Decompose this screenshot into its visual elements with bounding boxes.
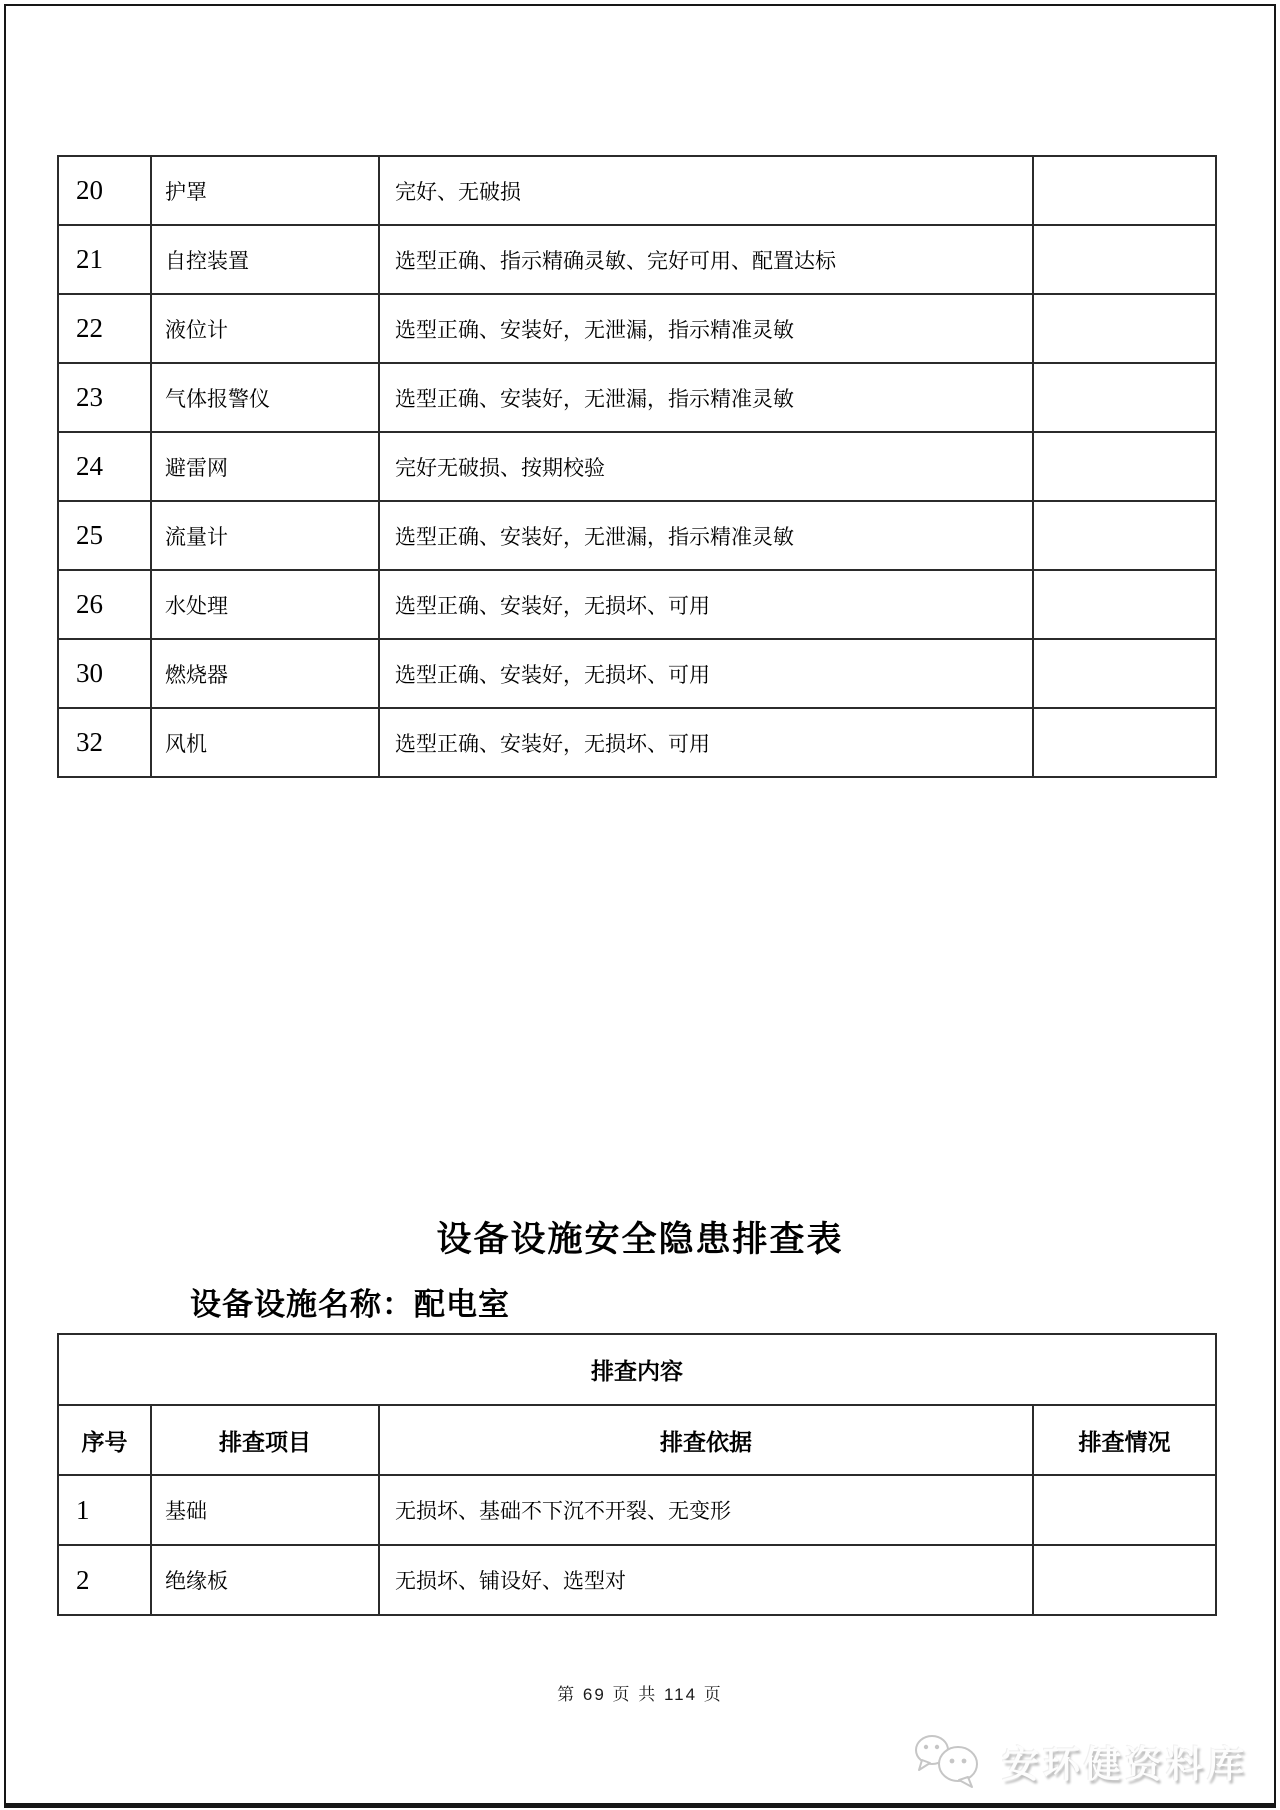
check-item-cell: 自控装置: [151, 225, 379, 294]
watermark: [912, 1730, 1248, 1792]
equipment-name-label: 设备设施名称：配电室: [190, 1287, 510, 1322]
check-item-cell: 液位计: [151, 294, 379, 363]
row-number-cell: 21: [58, 225, 151, 294]
table-section-header: 排查内容: [58, 1334, 1216, 1405]
check-basis-cell: 选型正确、安装好，无泄漏，指示精准灵敏: [379, 294, 1033, 363]
check-item-cell: 水处理: [151, 570, 379, 639]
distribution-room-check-table: [57, 1333, 1217, 1616]
row-number-cell: 24: [58, 432, 151, 501]
page-title: 设备设施安全隐患排查表: [436, 1220, 844, 1259]
check-item-cell: 绝缘板: [151, 1545, 379, 1615]
table-row: [58, 708, 1216, 777]
check-item-cell: 护罩: [151, 156, 379, 225]
check-basis-cell: 无损坏、基础不下沉不开裂、无变形: [379, 1475, 1033, 1545]
watermark-text: 安环健资料库: [1002, 1744, 1248, 1785]
row-number-cell: 1: [58, 1475, 151, 1545]
check-item-cell: 流量计: [151, 501, 379, 570]
column-header-item: 排查项目: [151, 1405, 379, 1475]
table-row: [58, 225, 1216, 294]
row-number-cell: 23: [58, 363, 151, 432]
column-header-status: 排查情况: [1033, 1405, 1216, 1475]
table-row: [58, 501, 1216, 570]
table-row: [58, 1475, 1216, 1545]
check-basis-cell: 完好、无破损: [379, 156, 1033, 225]
chat-bubbles-icon: [912, 1730, 990, 1792]
table-row: [58, 1545, 1216, 1615]
row-number-cell: 26: [58, 570, 151, 639]
row-number-cell: 25: [58, 501, 151, 570]
page-number: 第 69 页 共 114 页: [557, 1685, 723, 1704]
check-basis-cell: 选型正确、安装好，无损坏、可用: [379, 570, 1033, 639]
check-status-cell: [1033, 294, 1216, 363]
equipment-check-table-continued: [57, 155, 1217, 778]
row-number-cell: 30: [58, 639, 151, 708]
table-row: [58, 570, 1216, 639]
check-basis-cell: 选型正确、安装好，无损坏、可用: [379, 639, 1033, 708]
check-status-cell: [1033, 501, 1216, 570]
check-basis-cell: 选型正确、指示精确灵敏、完好可用、配置达标: [379, 225, 1033, 294]
check-status-cell: [1033, 1545, 1216, 1615]
table-section-header-row: [58, 1334, 1216, 1405]
check-basis-cell: 选型正确、安装好，无损坏、可用: [379, 708, 1033, 777]
check-status-cell: [1033, 225, 1216, 294]
table-row: [58, 639, 1216, 708]
table-row: [58, 294, 1216, 363]
row-number-cell: 2: [58, 1545, 151, 1615]
table-row: [58, 363, 1216, 432]
column-header-row: [58, 1405, 1216, 1475]
check-status-cell: [1033, 432, 1216, 501]
check-basis-cell: 无损坏、铺设好、选型对: [379, 1545, 1033, 1615]
check-basis-cell: 选型正确、安装好，无泄漏，指示精准灵敏: [379, 501, 1033, 570]
check-status-cell: [1033, 1475, 1216, 1545]
check-item-cell: 基础: [151, 1475, 379, 1545]
column-header-no: 序号: [58, 1405, 151, 1475]
check-item-cell: 燃烧器: [151, 639, 379, 708]
check-item-cell: 避雷网: [151, 432, 379, 501]
check-status-cell: [1033, 708, 1216, 777]
table-row: [58, 156, 1216, 225]
row-number-cell: 20: [58, 156, 151, 225]
check-basis-cell: 完好无破损、按期校验: [379, 432, 1033, 501]
check-status-cell: [1033, 639, 1216, 708]
check-status-cell: [1033, 570, 1216, 639]
check-item-cell: 气体报警仪: [151, 363, 379, 432]
table-row: [58, 432, 1216, 501]
row-number-cell: 22: [58, 294, 151, 363]
column-header-basis: 排查依据: [379, 1405, 1033, 1475]
row-number-cell: 32: [58, 708, 151, 777]
check-status-cell: [1033, 156, 1216, 225]
check-item-cell: 风机: [151, 708, 379, 777]
check-status-cell: [1033, 363, 1216, 432]
check-basis-cell: 选型正确、安装好，无泄漏，指示精准灵敏: [379, 363, 1033, 432]
